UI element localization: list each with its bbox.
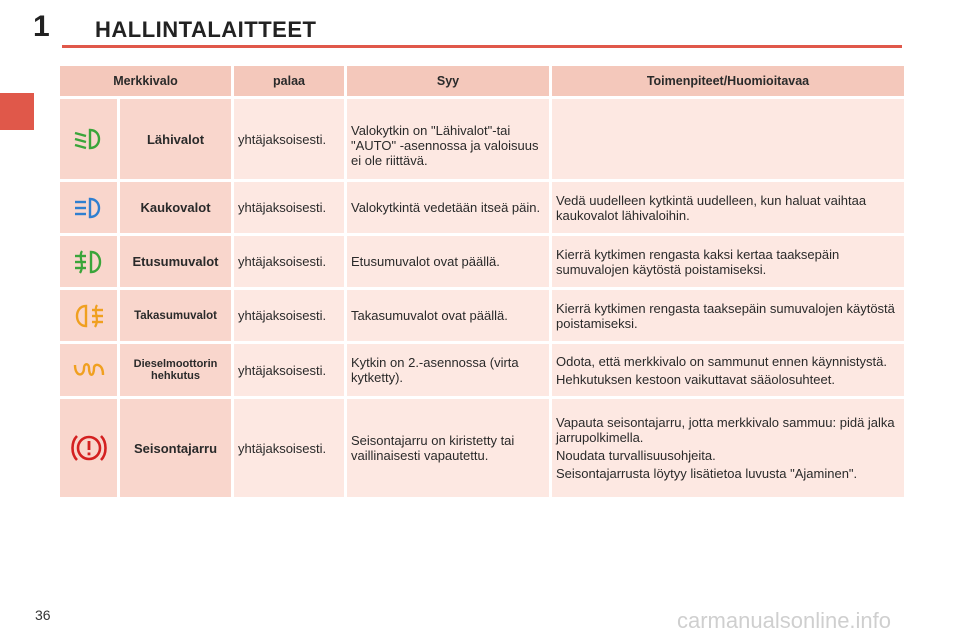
lamp-actions <box>552 344 904 396</box>
column-header-lamp: Merkkivalo <box>60 66 231 96</box>
lamp-status: yhtäjaksoisesti. <box>234 99 344 179</box>
lamp-icon-cell <box>60 182 117 233</box>
action-text: Odota, että merkkivalo on sammunut ennen käynnistystä. <box>556 353 887 369</box>
action-text: Seisontajarrusta löytyy lisätietoa luvusta "Ajaminen". <box>556 466 858 481</box>
chapter-side-tab <box>0 93 34 130</box>
lamp-actions <box>552 399 904 497</box>
column-header-actions: Toimenpiteet/Huomioitavaa <box>552 66 904 96</box>
action-text: Kierrä kytkimen rengasta kaksi kertaa taaksepäin sumuvalojen käytöstä poistamiseksi. <box>556 246 840 277</box>
action-text: Vapauta seisontajarru, jotta merkkivalo sammuu: pidä jalka jarrupolkimella. <box>556 415 895 445</box>
lamp-cause: Etusumuvalot ovat päällä. <box>347 236 549 287</box>
lamp-status: yhtäjaksoisesti. <box>234 236 344 287</box>
action-text: Noudata turvallisuusohjeita. <box>556 448 716 463</box>
action-text: Kierrä kytkimen rengasta taaksepäin sumuvalojen käytöstä poistamiseksi. <box>556 300 895 331</box>
table-row <box>60 236 904 287</box>
lamp-actions <box>552 236 904 287</box>
table-row <box>60 399 904 497</box>
lamp-status: yhtäjaksoisesti. <box>234 290 344 341</box>
table-row <box>60 344 904 396</box>
table-row <box>60 290 904 341</box>
front-fog-icon <box>72 249 106 275</box>
lamp-icon-cell <box>60 399 117 497</box>
action-text: Hehkutuksen kestoon vaikuttavat sääolosuhteet. <box>556 371 835 387</box>
warning-lamp-table <box>57 63 907 500</box>
lamp-icon-cell <box>60 344 117 396</box>
lamp-status: yhtäjaksoisesti. <box>234 182 344 233</box>
chapter-number: 1 <box>33 10 50 43</box>
lamp-actions <box>552 182 904 233</box>
table-row <box>60 99 904 179</box>
column-header-cause: Syy <box>347 66 549 96</box>
lamp-cause: Seisontajarru on kiristetty tai vaillinaisesti vapautettu. <box>347 399 549 497</box>
glow-plug-icon <box>72 359 106 381</box>
lamp-status: yhtäjaksoisesti. <box>234 399 344 497</box>
lamp-name: Takasumuvalot <box>120 290 231 341</box>
low-beam-icon <box>72 127 106 151</box>
lamp-cause: Valokytkintä vedetään itseä päin. <box>347 182 549 233</box>
lamp-name: Lähivalot <box>120 99 231 179</box>
lamp-cause: Valokytkin on "Lähivalot"-tai "AUTO" -asennossa ja valoisuus ei ole riittävä. <box>347 99 549 179</box>
lamp-name: Dieselmoottorin hehkutus <box>120 344 231 396</box>
header-rule <box>62 45 902 48</box>
lamp-name: Etusumuvalot <box>120 236 231 287</box>
watermark: carmanualsonline.info <box>677 608 892 633</box>
lamp-cause: Takasumuvalot ovat päällä. <box>347 290 549 341</box>
rear-fog-icon <box>72 303 106 329</box>
high-beam-icon <box>72 196 106 220</box>
lamp-icon-cell <box>60 236 117 287</box>
action-text: Vedä uudelleen kytkintä uudelleen, kun haluat vaihtaa kaukovalot lähivaloihin. <box>556 192 867 223</box>
lamp-actions <box>552 290 904 341</box>
table-row <box>60 182 904 233</box>
lamp-icon-cell <box>60 290 117 341</box>
lamp-icon-cell <box>60 99 117 179</box>
column-header-status: palaa <box>234 66 344 96</box>
lamp-cause: Kytkin on 2.-asennossa (virta kytketty). <box>347 344 549 396</box>
lamp-name: Kaukovalot <box>120 182 231 233</box>
parking-brake-icon <box>69 431 109 465</box>
lamp-actions <box>552 99 904 179</box>
table-header-row <box>60 66 904 96</box>
page-number: 36 <box>35 607 51 623</box>
lamp-status: yhtäjaksoisesti. <box>234 344 344 396</box>
chapter-title: HALLINTALAITTEET <box>95 17 317 42</box>
lamp-name: Seisontajarru <box>120 399 231 497</box>
